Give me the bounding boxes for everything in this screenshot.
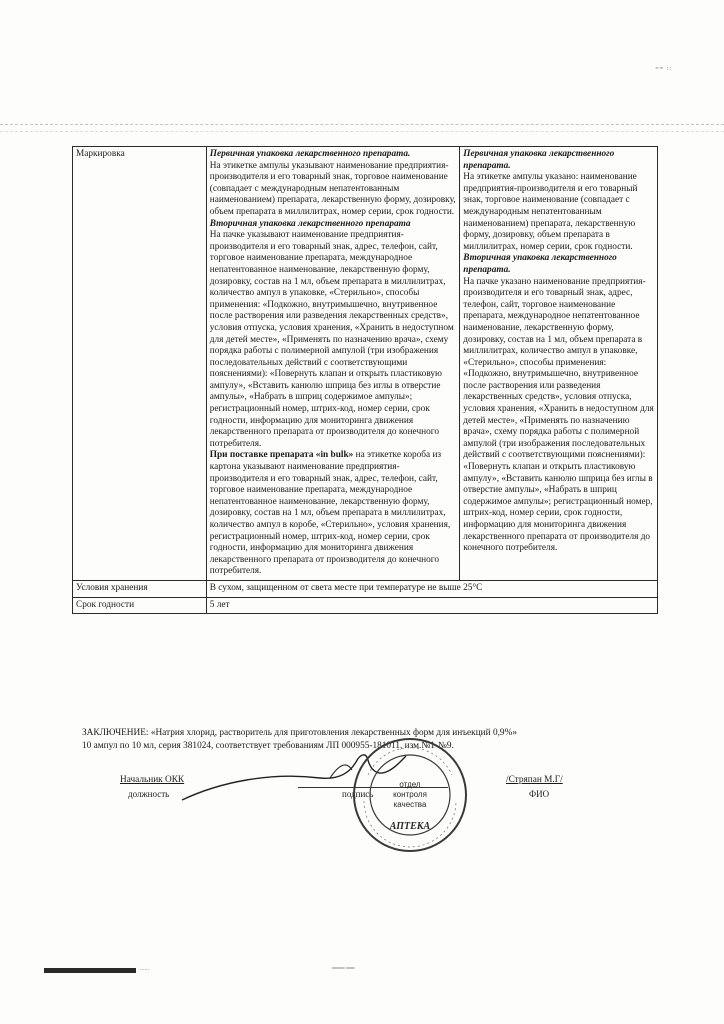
signatory-position: Начальник ОКК: [120, 775, 185, 785]
footer-scan-bar: [44, 968, 136, 973]
specification-table: [72, 146, 658, 614]
position-caption: должность: [128, 789, 170, 799]
stamp-center-line-2: контроля: [393, 790, 427, 799]
conclusion-line-2: 10 ампул по 10 мл, серия 381024, соответствует требованиям ЛП 000955-181011, изм.№1-№9.: [82, 740, 454, 751]
secondary-packaging-heading: Вторичная упаковка лекарственного препарата: [209, 218, 411, 229]
footer-dots: ......: [140, 966, 149, 972]
primary-packaging-text: На этикетке ампулы указывают наименование предприятия-производителя и его товарный знак, торговое наименование (совпадает с международным непатентованным наименованием) препарата, лекарственную форму, дозировку, объем препарата в миллилитрах, номер серии, срок годности.: [209, 160, 456, 217]
page-corner-mark: == ::: [655, 66, 672, 72]
stamp-bottom-word: АПТЕКА: [389, 821, 431, 832]
storage-value: В сухом, защищенном от света месте при температуре не выше 25°С: [206, 580, 657, 597]
secondary-packaging-text: На пачке указывают наименование предприятия-производителя и его товарный знак, адрес, телефон, сайт, торговое наименование препарата, международное непатентованное наименование, лекарственную форму, дозировку, состав на 1 мл, объем препарата в миллилитрах, количество ампул в упаковке, «Стерильно», способы применения: «Подкожно, внутримышечно, внутривенное после растворения или разведения лекарственных средств», условия отпуска, условия хранения, «Хранить в недоступном для детей месте», «Применять по назначению врача», схему порядка работы с полимерной ампулой (три изображения последовательных действий с соответствующими пояснениями): «Повернуть клапан и открыть пластиковую ампулу», «Вставить канюлю шприца без иглы в отверстие ампулы», «Набрать в шприц содержимое ампулы»; регистрационный номер, штрих-код, номер серии, срок годности, информацию для мониторинга движения лекарственного препарата от производителя до конечного потребителя.: [209, 230, 454, 449]
footer-mark: ═══ ══: [332, 966, 355, 972]
bulk-heading: При поставке препарата «in bulk»: [209, 450, 354, 461]
conclusion-line-1: ЗАКЛЮЧЕНИЕ: «Натрия хлорид, растворитель для приготовления лекарственных форм для инъекций 0,9%»: [82, 728, 517, 738]
table-row-marking: [73, 147, 658, 581]
bulk-text: на этикетке короба из картона указывают наименование предприятия-производителя и его товарный знак, адрес, телефон, сайт, торговое наименование препарата, международное непатентованное наименование, лекарственную форму, дозировку, состав на 1 мл, объем препарата в миллилитрах, количество ампул в коробе, «Стерильно», условия хранения, регистрационный номер, штрих-код, номер серии, срок годности, информацию для мониторинга движения лекарственного препарата от производителя до конечного потребителя.: [209, 450, 451, 577]
scan-artifact-line: [0, 131, 724, 132]
scan-artifact-line: [0, 124, 724, 125]
secondary-packaging-heading: Вторичная упаковка лекарственного препарата.: [463, 253, 617, 275]
table-row-storage: [73, 580, 658, 597]
row-label-storage: Условия хранения: [73, 580, 207, 597]
primary-packaging-heading: Первичная упаковка лекарственного препарата.: [463, 149, 615, 171]
primary-packaging-heading: Первичная упаковка лекарственного препарата.: [209, 149, 411, 159]
signature-caption: подпись: [342, 789, 374, 799]
stamp-center-line-1: отдел: [399, 780, 421, 789]
primary-packaging-text: На этикетке ампулы указано: наименование предприятия-производителя и его товарный знак, торговое наименование (совпадает с международным непатентованным наименованием) препарата, лекарственную форму, дозировку, объем препарата в миллилитрах, номер серии, срок годности.: [463, 172, 638, 252]
row-label-shelf-life: Срок годности: [73, 597, 207, 614]
signatory-name: /Стряпан М.Г/: [506, 775, 563, 785]
table-row-shelf-life: [73, 597, 658, 614]
secondary-packaging-text: На пачке указано наименование предприятия-производителя и его товарный знак, адрес, телефон, сайт, торговое наименование препарата, международное непатентованное наименование, лекарственную форму, дозировку, состав на 1 мл, объем препарата в миллилитрах, количество ампул в упаковке, «Стерильно», способы применения: «Подкожно, внутримышечно, внутривенное после растворения или разведения лекарственных средств», условия отпуска, условия хранения, «Хранить в недоступном для детей месте», «Применять по назначению врача», схему порядка работы с полимерной ампулой (три изображения последовательных действий с соответствующими пояснениями): «Повернуть клапан и открыть пластиковую ампулу», «Вставить канюлю шприца без иглы в отверстие ампулы», «Набрать в шприц содержимое ампулы»; регистрационный номер, штрих-код, номер серии, срок годности, информацию для мониторинга движения лекарственного препарата от производителя до конечного потребителя.: [463, 276, 654, 554]
result-cell: [460, 147, 658, 581]
name-caption: ФИО: [529, 789, 550, 799]
stamp-center-line-3: качества: [393, 800, 427, 809]
row-label-marking: Маркировка: [73, 147, 207, 581]
shelf-life-value: 5 лет: [206, 597, 657, 614]
quality-control-stamp: [350, 735, 470, 855]
requirement-cell: [206, 147, 460, 581]
bulk-paragraph: [210, 450, 457, 578]
